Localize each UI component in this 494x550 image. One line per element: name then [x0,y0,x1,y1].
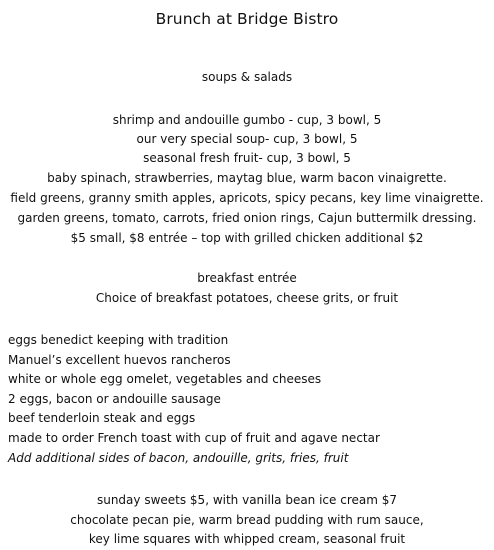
menu-item: key lime squares with whipped cream, seasonal fruit [88,532,406,546]
menu-item: eggs benedict keeping with tradition [8,333,229,347]
menu-item: beef tenderloin steak and eggs [8,411,196,425]
menu-item: our very special soup- cup, 3 bowl, 5 [136,132,358,146]
menu-item: Manuel’s excellent huevos rancheros [8,353,231,367]
menu-item: 2 eggs, bacon or andouille sausage [8,392,221,406]
menu-item: $5 small, $8 entrée – top with grilled chicken additional $2 [70,231,424,245]
menu-item: chocolate pecan pie, warm bread pudding with rum sauce, [70,513,424,527]
menu-item: field greens, granny smith apples, apricots, spicy pecans, key lime vinaigrette. [10,191,484,205]
breakfast-sides-note: Add additional sides of bacon, andouille, grits, fries, fruit [8,451,349,465]
sweets-heading: sunday sweets $5, with vanilla bean ice cream $7 [96,493,398,507]
menu-item: shrimp and andouille gumbo - cup, 3 bowl, 5 [112,113,382,127]
menu-item: seasonal fresh fruit- cup, 3 bowl, 5 [143,151,351,165]
breakfast-subheading: Choice of breakfast potatoes, cheese grits, or fruit [95,291,399,305]
menu-item: garden greens, tomato, carrots, fried onion rings, Cajun buttermilk dressing. [17,211,477,225]
soups-salads-heading: soups & salads [201,70,293,84]
menu-item: made to order French toast with cup of fruit and agave nectar [8,431,380,445]
menu-item: baby spinach, strawberries, maytag blue, warm bacon vinaigrette. [47,171,447,185]
menu-item: white or whole egg omelet, vegetables and cheeses [8,372,322,386]
menu-title: Brunch at Bridge Bistro [155,10,339,28]
breakfast-heading: breakfast entrée [197,271,297,285]
